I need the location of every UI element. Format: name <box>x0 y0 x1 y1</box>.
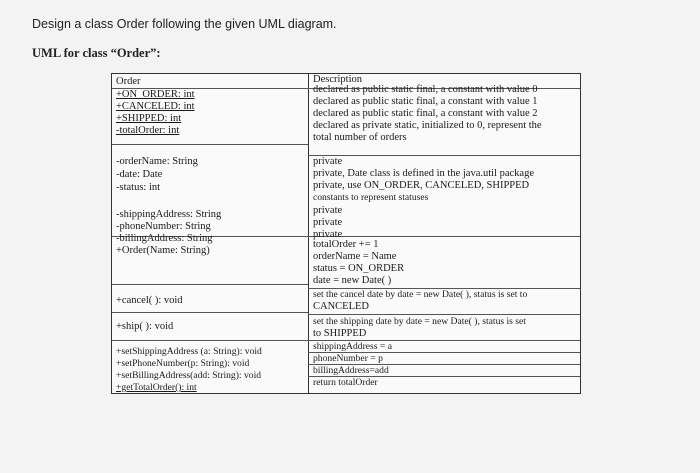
setter-description: billingAddress=add <box>313 365 389 376</box>
description-header: Description <box>313 74 362 85</box>
setter-method: +setBillingAddress(add: String): void <box>116 370 262 381</box>
row-divider <box>308 314 580 315</box>
static-description: total number of orders <box>313 132 407 143</box>
static-field: +ON_ORDER: int <box>116 89 195 100</box>
ship-method: +ship( ): void <box>116 321 174 332</box>
static-field: +CANCELED: int <box>116 101 195 112</box>
row-divider <box>112 144 308 145</box>
address-description: private <box>313 205 343 216</box>
column-divider <box>308 74 309 393</box>
static-field: +SHIPPED: int <box>116 113 182 124</box>
field-description: private, Date class is defined in the java.util package <box>313 168 534 179</box>
address-field: -phoneNumber: String <box>116 221 211 232</box>
static-description: declared as public static final, a constant with value 2 <box>313 108 538 119</box>
field: -date: Date <box>116 169 163 180</box>
setter-method: +setShippingAddress (a: String): void <box>116 346 262 357</box>
cancel-method: +cancel( ): void <box>116 295 183 306</box>
field: -orderName: String <box>116 156 198 167</box>
constructor-description: status = ON_ORDER <box>313 263 405 274</box>
cancel-description: CANCELED <box>313 301 369 312</box>
address-description: private <box>313 217 343 228</box>
row-divider <box>112 312 308 313</box>
static-description: declared as public static final, a constant with value 0 <box>313 84 538 95</box>
row-divider <box>308 155 580 156</box>
class-name: Order <box>116 76 141 87</box>
constructor-description: orderName = Name <box>313 251 397 262</box>
ship-description: set the shipping date by date = new Date( ), status is set <box>313 316 526 327</box>
address-field: -billingAddress: String <box>116 233 213 244</box>
page-heading: Design a class Order following the given UML diagram. <box>32 17 337 31</box>
row-divider <box>112 284 308 285</box>
field-description: private, use ON_ORDER, CANCELED, SHIPPED <box>313 180 530 191</box>
address-description: private <box>313 229 343 240</box>
static-field: -totalOrder: int <box>116 125 180 136</box>
address-field: -shippingAddress: String <box>116 209 222 220</box>
setter-description: phoneNumber = p <box>313 353 383 364</box>
static-description: declared as private static, initialized to 0, represent the <box>313 120 542 131</box>
field-description: constants to represent statuses <box>313 192 429 203</box>
constructor-signature: +Order(Name: String) <box>116 245 210 256</box>
getter-method: +getTotalOrder(): int <box>116 382 197 393</box>
row-divider <box>308 236 580 237</box>
field-description: private <box>313 156 343 167</box>
uml-class-table <box>111 73 581 394</box>
constructor-description: date = new Date( ) <box>313 275 392 286</box>
cancel-description: set the cancel date by date = new Date( ), status is set to <box>313 289 528 300</box>
row-divider <box>112 340 308 341</box>
setter-description: shippingAddress = a <box>313 341 392 352</box>
ship-description: to SHIPPED <box>313 328 367 339</box>
setter-method: +setPhoneNumber(p: String): void <box>116 358 250 369</box>
static-description: declared as public static final, a constant with value 1 <box>313 96 538 107</box>
field: -status: int <box>116 182 161 193</box>
uml-subheading: UML for class “Order”: <box>32 46 161 60</box>
constructor-description: totalOrder += 1 <box>313 239 379 250</box>
getter-description: return totalOrder <box>313 377 378 388</box>
